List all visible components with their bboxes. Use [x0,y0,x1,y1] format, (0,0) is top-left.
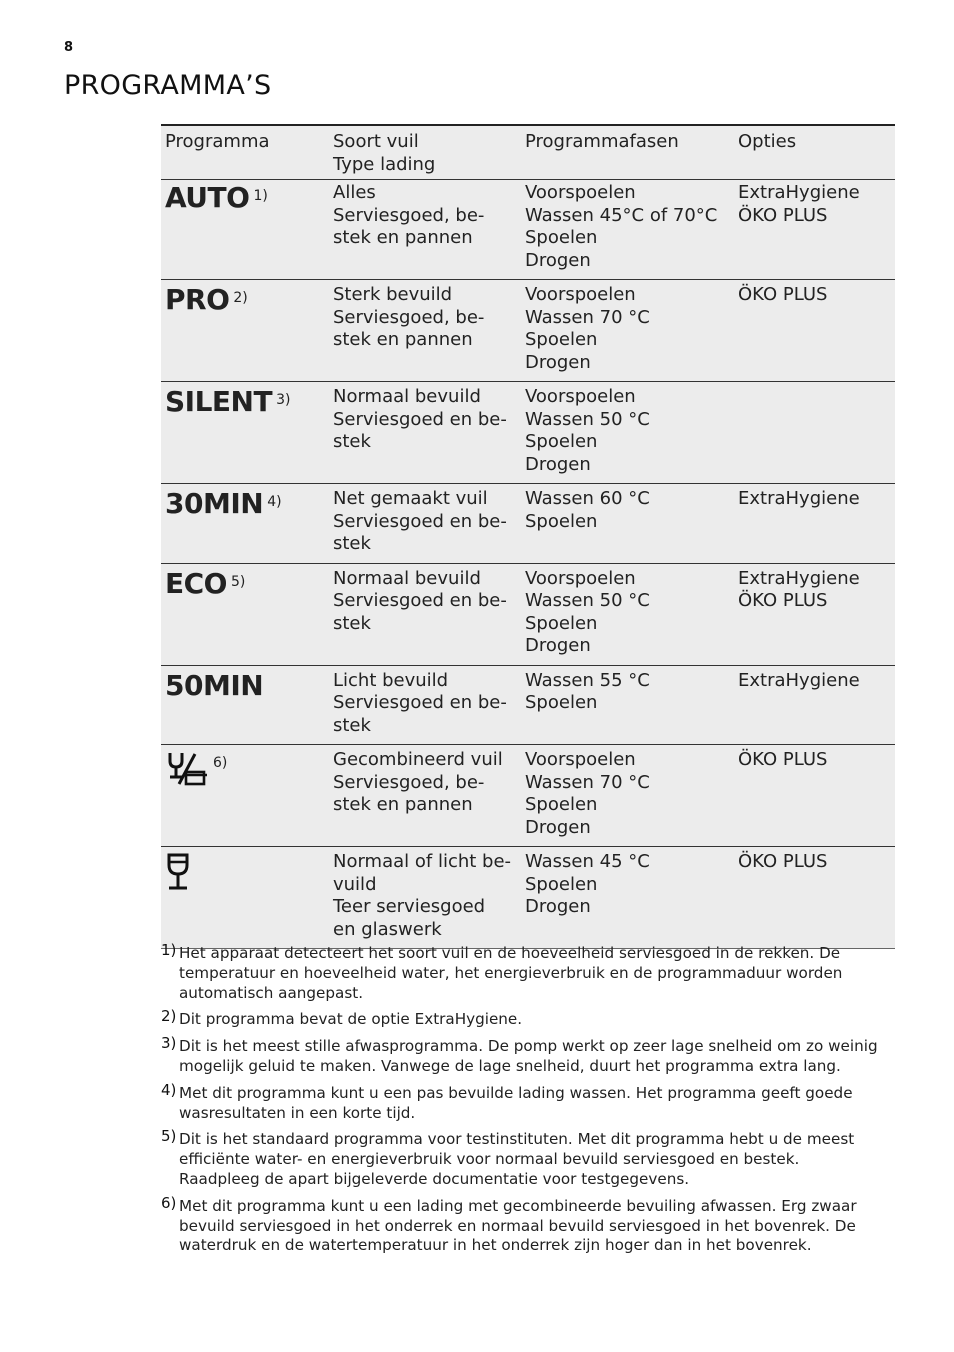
footnote-ref: 3) [276,392,291,408]
phases-line: Spoelen [525,873,598,895]
footnote-text [179,944,896,1003]
program-cell [161,563,329,665]
phases-cell [521,745,734,847]
footnote-mark: 2) [161,1007,177,1026]
soil-line: Net gemaakt vuil [333,488,488,509]
phases-line: Voorspoelen [525,386,636,407]
program-cell [161,180,329,280]
footnote-ref: 2) [233,290,248,306]
table-row [161,665,895,745]
footnote-line: Dit programma bevat de optie ExtraHygiene. [179,1010,523,1029]
options-cell [734,847,895,949]
soil-line: Serviesgoed en be- [333,510,507,532]
soil-cell [329,847,521,949]
soil-cell [329,180,521,280]
phases-line: Voorspoelen [525,567,636,589]
program-name: 30MIN [165,487,264,520]
phases-line: Drogen [525,635,591,656]
options-cell [734,745,895,847]
footnote-line: mogelijk geluid te maken. Vanwege de lage snelheid, duurt het programma extra lang. [179,1056,841,1075]
options-line: ÖKO PLUS [738,851,828,872]
footnote-line: Met dit programma kunt u een pas bevuilde lading wassen. Het programma geeft goede [179,1083,853,1102]
footnote-line: temperatuur en hoeveelheid water, het energieverbruik en de programmaduur worden [179,963,843,982]
soil-line: Sterk bevuild [333,284,453,305]
soil-cell [329,280,521,382]
phases-line: Wassen 50 °C [525,590,650,611]
footnote [161,1034,896,1077]
footnote-ref: 1) [253,188,268,204]
options-line: ÖKO PLUS [738,204,828,226]
phases-cell [521,180,734,280]
footnote-mark: 1) [161,941,177,959]
soil-line: Serviesgoed en be- [333,408,507,430]
program-cell [161,382,329,484]
phases-line: Spoelen [525,692,598,713]
phases-line: Spoelen [525,431,598,452]
header-soil: Soort vuil Type lading [329,125,521,180]
footnote-mark: 6) [161,1193,177,1212]
footnote-line: waterdruk en de watertemperatuur in het onderrek zijn hoger dan in het bovenrek. [179,1236,812,1255]
footnotes [161,941,896,1263]
options-cell [734,280,895,382]
phases-cell [521,280,734,382]
phases-line: Spoelen [525,227,598,248]
footnote-line: automatisch aangepast. [179,983,364,1002]
phases-line: Wassen 60 °C [525,488,650,509]
footnote-line: Dit is het standaard programma voor testinstituten. Met dit programma hebt u de meest [179,1130,855,1149]
phases-line: Voorspoelen [525,182,636,203]
programs-table [161,124,895,949]
program-name: AUTO [165,181,250,214]
footnote-line: efficiënte water- en energieverbruik voor normaal bevuild serviesgoed en bestek. [179,1150,800,1169]
phases-line: Drogen [525,816,591,838]
soil-line: stek [333,533,371,554]
options-line: ÖKO PLUS [738,749,828,770]
footnote-text [179,1037,896,1077]
phases-line: Voorspoelen [525,749,636,770]
footnote-line: Met dit programma kunt u een lading met gecombineerde bevuiling afwassen. Erg zwaar [179,1196,857,1215]
program-cell [161,665,329,745]
phases-line: Drogen [525,351,591,373]
phases-line: Spoelen [525,612,598,634]
phases-cell [521,847,734,949]
phases-cell [521,665,734,745]
program-cell [161,280,329,382]
phases-line: Voorspoelen [525,284,636,305]
footnote-mark: 4) [161,1080,177,1099]
footnote-text [179,1010,896,1030]
footnote-mark: 5) [161,1127,177,1146]
program-name: ECO [165,566,227,600]
footnote-line: wasresultaten in een korte tijd. [179,1103,416,1122]
phases-line: Spoelen [525,794,598,815]
footnote [161,1127,896,1189]
soil-line: vuild [333,873,377,895]
soil-line: Serviesgoed, be- [333,771,485,793]
phases-cell [521,563,734,665]
soil-line: Licht bevuild [333,669,449,691]
options-line: ExtraHygiene [738,567,860,589]
footnote [161,941,896,1003]
soil-cell [329,745,521,847]
soil-cell [329,382,521,484]
footnote-text [179,1197,896,1256]
soil-line: stek en pannen [333,227,473,248]
soil-line: Normaal bevuild [333,567,481,589]
phases-cell [521,382,734,484]
footnote-line: Raadpleeg de apart bijgeleverde documentatie voor testgegevens. [179,1169,690,1188]
soil-line: Alles [333,182,376,203]
footnote-ref: 5) [230,573,246,590]
footnote [161,1007,896,1030]
header-program: Programma [161,125,329,180]
options-line: ÖKO PLUS [738,590,828,611]
footnote-ref: 4) [267,494,282,510]
options-line: ExtraHygiene [738,669,860,691]
soil-line: stek [333,431,371,452]
soil-line: Teer serviesgoed [333,896,486,917]
footnote-text [179,1084,896,1124]
soil-line: Normaal bevuild [333,386,481,407]
phases-line: Wassen 45°C of 70°C [525,204,718,226]
soil-line: Serviesgoed, be- [333,204,485,226]
table-row [161,382,895,484]
table-row [161,563,895,665]
phases-line: Wassen 50 °C [525,408,650,430]
soil-line: Serviesgoed en be- [333,590,507,611]
table-row [161,180,895,280]
footnote [161,1193,896,1256]
footnote-ref: 6) [213,755,228,771]
soil-line: stek [333,714,371,736]
page-number: 8 [64,40,74,55]
phases-line: Wassen 55 °C [525,669,650,691]
options-line: ÖKO PLUS [738,284,828,305]
phases-line: Drogen [525,453,591,475]
soil-line: en glaswerk [333,918,442,940]
program-name: PRO [165,283,230,316]
phases-line: Wassen 45 °C [525,851,650,872]
soil-line: stek en pannen [333,794,473,815]
options-line: ExtraHygiene [738,488,860,509]
footnote-line: bevuild serviesgoed in het onderrek en normaal bevuild serviesgoed in het bovenrek. De [179,1216,856,1235]
header-options: Opties [734,125,895,180]
page-title: PROGRAMMA’S [64,70,272,101]
table-row [161,745,895,847]
header-phases: Programmafasen [521,125,734,180]
phases-line: Spoelen [525,510,598,532]
phases-line: Wassen 70 °C [525,771,650,793]
phases-line: Drogen [525,249,591,271]
glass-pot-icon [165,751,209,794]
phases-cell [521,484,734,564]
table-row [161,847,895,949]
soil-cell [329,563,521,665]
options-cell [734,382,895,484]
options-cell [734,665,895,745]
options-cell [734,563,895,665]
options-cell [734,484,895,564]
phases-line: Drogen [525,896,591,917]
phases-line: Spoelen [525,329,598,350]
table-row [161,280,895,382]
phases-line: Wassen 70 °C [525,306,650,328]
footnote-line: Het apparaat detecteert het soort vuil en de hoeveelheid serviesgoed in de rekken. De [179,944,841,962]
soil-cell [329,484,521,564]
footnote-text [179,1130,896,1189]
soil-line: Serviesgoed, be- [333,306,485,328]
footnote-line: Dit is het meest stille afwasprogramma. De pomp werkt op zeer lage snelheid om zo weinig [179,1037,878,1056]
options-cell [734,180,895,280]
soil-line: stek en pannen [333,329,473,350]
soil-line: Normaal of licht be- [333,851,512,872]
program-cell [161,745,329,847]
program-name: SILENT [165,385,273,418]
table-header-row [161,125,895,180]
soil-line: Gecombineerd vuil [333,749,503,770]
footnote [161,1080,896,1124]
program-cell [161,847,329,949]
wine-glass-icon [165,853,191,898]
program-cell [161,484,329,564]
options-line: ExtraHygiene [738,182,860,203]
soil-cell [329,665,521,745]
footnote-mark: 3) [161,1034,177,1053]
table-row [161,484,895,564]
soil-line: Serviesgoed en be- [333,692,507,713]
soil-line: stek [333,612,371,634]
program-name: 50MIN [165,668,264,702]
